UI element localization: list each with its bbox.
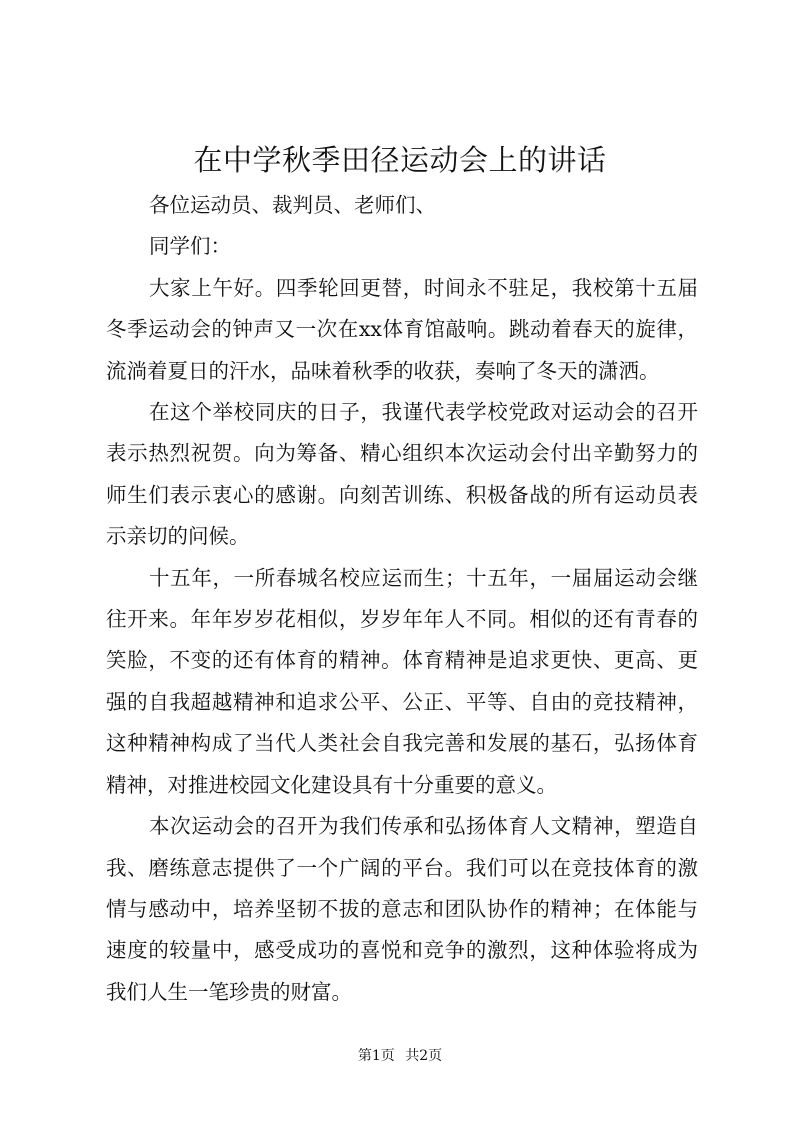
page-total: 共2页 xyxy=(405,1048,443,1064)
salutation-line: 各位运动员、裁判员、老师们、 xyxy=(149,193,437,217)
page-number: 第1页 xyxy=(357,1048,395,1064)
document-title: 在中学秋季田径运动会上的讲话 xyxy=(193,143,607,177)
salutation-line: 同学们： xyxy=(149,234,232,259)
paragraph: 本次运动会的召开为我们传承和弘扬体育人文精神，塑造自我、磨练意志提供了一个广阔的平台。我们可以在竞技体育的激情与感动中，培养坚韧不拔的意志和团队协作的精神；在体能与速度的较量中，感受成功的喜悦和竞争的激烈，这种体验将成为我们人生一笔珍贵的财富。 xyxy=(106,814,698,1004)
paragraph: 十五年，一所春城名校应运而生；十五年，一届届运动会继往开来。年年岁岁花相似，岁岁年年人不同。相似的还有青春的笑脸，不变的还有体育的精神。体育精神是追求更快、更高、更强的自我超越精神和追求公平、公正、平等、自由的竞技精神，这种精神构成了当代人类社会自我完善和发展的基石，弘扬体育精神，对推进校园文化建设具有十分重要的意义。 xyxy=(106,565,698,797)
paragraph: 在这个举校同庆的日子，我谨代表学校党政对运动会的召开表示热烈祝贺。向为筹备、精心组织本次运动会付出辛勤努力的师生们表示衷心的感谢。向刻苦训练、积极备战的所有运动员表示亲切的问候。 xyxy=(106,400,698,549)
page-footer xyxy=(0,1046,800,1066)
document-body xyxy=(106,185,698,1013)
paragraph: 大家上午好。四季轮回更替，时间永不驻足，我校第十五届冬季运动会的钟声又一次在xx体育馆敲响。跳动着春天的旋律，流淌着夏日的汗水，品味着秋季的收获，奏响了冬天的潇洒。 xyxy=(106,275,698,383)
